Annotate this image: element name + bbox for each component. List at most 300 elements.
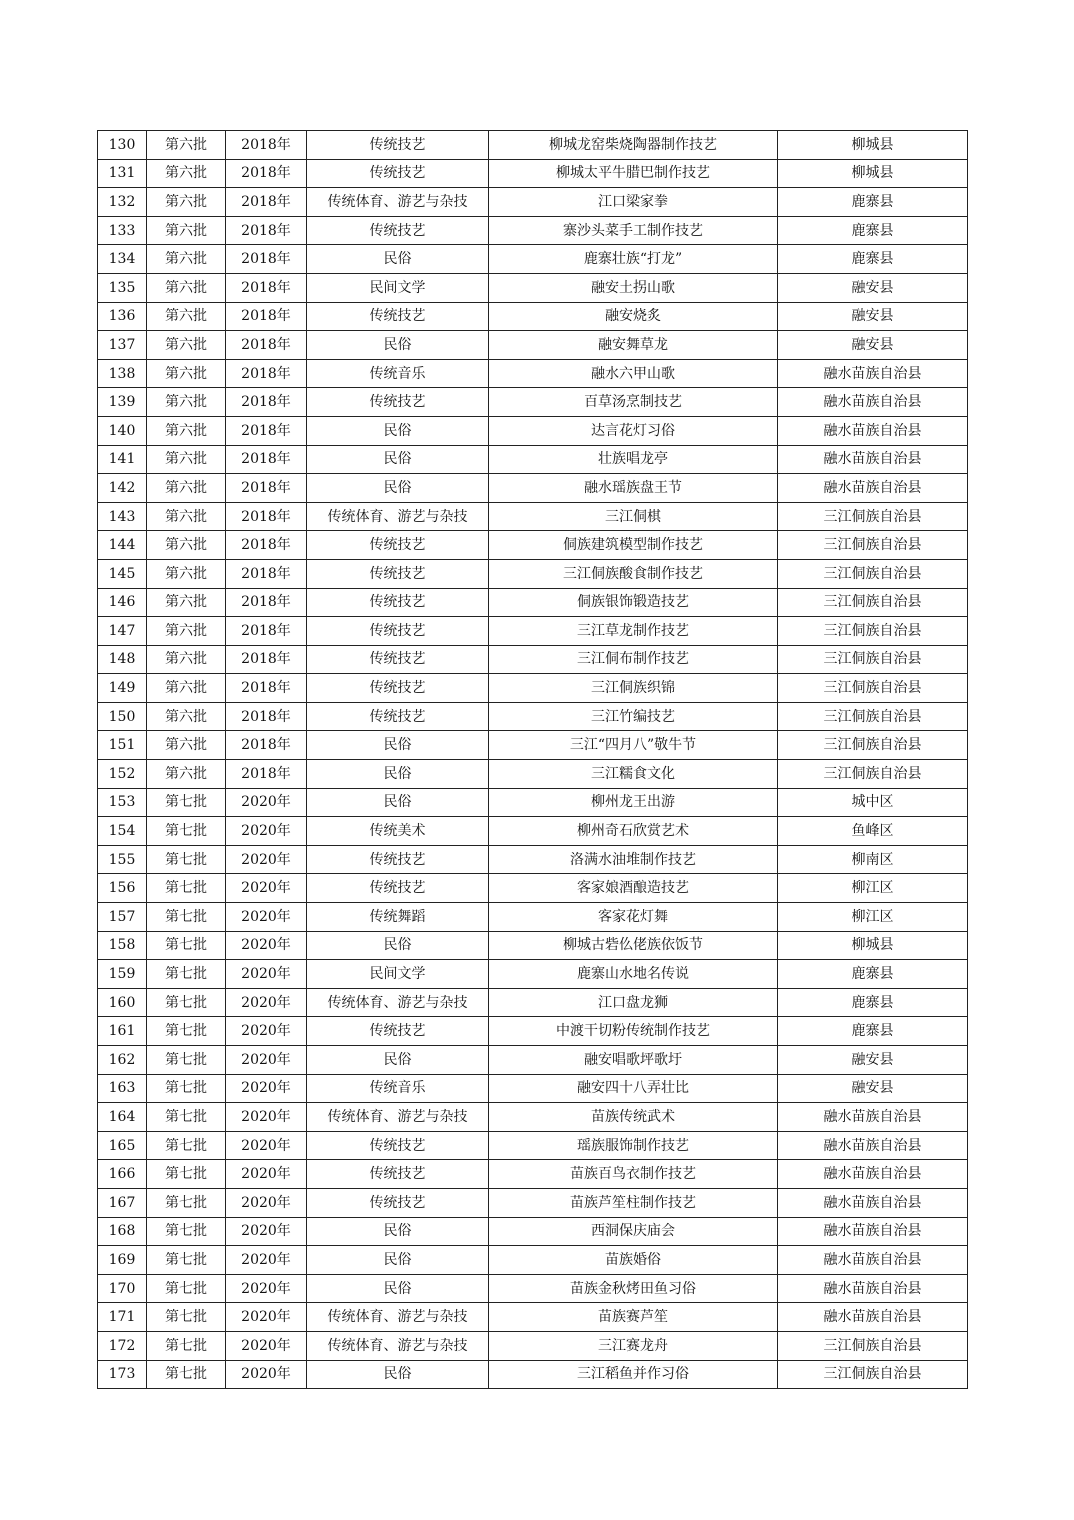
cell-row-number: 153 [98,788,147,817]
cell-category: 传统技艺 [307,702,489,731]
cell-region: 融安县 [778,302,968,331]
cell-project-name: 柳城太平牛腊巴制作技艺 [489,159,778,188]
cell-project-name: 瑶族服饰制作技艺 [489,1131,778,1160]
cell-project-name: 融水六甲山歌 [489,359,778,388]
cell-region: 鹿寨县 [778,188,968,217]
cell-project-name: 融安唱歌坪歌圩 [489,1046,778,1075]
cell-region: 融水苗族自治县 [778,1131,968,1160]
cell-row-number: 141 [98,445,147,474]
cell-year: 2020年 [226,845,307,874]
cell-batch: 第七批 [147,988,226,1017]
cell-region: 鹿寨县 [778,960,968,989]
cell-project-name: 苗族百鸟衣制作技艺 [489,1160,778,1189]
cell-region: 融水苗族自治县 [778,445,968,474]
cell-row-number: 134 [98,245,147,274]
cell-category: 民俗 [307,788,489,817]
cell-year: 2018年 [226,188,307,217]
table-row [98,445,968,474]
cell-category: 民俗 [307,416,489,445]
cell-region: 鱼峰区 [778,817,968,846]
cell-region: 三江侗族自治县 [778,702,968,731]
cell-project-name: 壮族唱龙亭 [489,445,778,474]
cell-batch: 第七批 [147,788,226,817]
cell-region: 融水苗族自治县 [778,1217,968,1246]
cell-category: 民俗 [307,445,489,474]
cell-project-name: 鹿寨壮族“打龙” [489,245,778,274]
cell-region: 融水苗族自治县 [778,416,968,445]
table-body [98,131,968,1389]
cell-project-name: 柳城古砦仫佬族依饭节 [489,931,778,960]
cell-region: 鹿寨县 [778,1017,968,1046]
cell-category: 民俗 [307,931,489,960]
cell-year: 2020年 [226,1331,307,1360]
cell-year: 2018年 [226,388,307,417]
cell-project-name: 三江侗族织锦 [489,674,778,703]
cell-category: 传统美术 [307,817,489,846]
cell-row-number: 170 [98,1274,147,1303]
table-row [98,273,968,302]
table-row [98,1331,968,1360]
cell-year: 2020年 [226,788,307,817]
cell-category: 传统技艺 [307,531,489,560]
cell-batch: 第六批 [147,359,226,388]
cell-category: 传统技艺 [307,131,489,160]
cell-row-number: 156 [98,874,147,903]
cell-batch: 第六批 [147,445,226,474]
cell-year: 2020年 [226,931,307,960]
cell-year: 2018年 [226,674,307,703]
cell-region: 三江侗族自治县 [778,617,968,646]
cell-row-number: 173 [98,1360,147,1389]
cell-batch: 第六批 [147,131,226,160]
table-row [98,874,968,903]
cell-category: 民间文学 [307,273,489,302]
cell-batch: 第七批 [147,1017,226,1046]
cell-year: 2018年 [226,588,307,617]
heritage-list-table [97,130,968,1389]
cell-region: 融水苗族自治县 [778,359,968,388]
cell-year: 2018年 [226,216,307,245]
cell-project-name: 江口盘龙狮 [489,988,778,1017]
cell-category: 传统技艺 [307,645,489,674]
cell-project-name: 西洞保庆庙会 [489,1217,778,1246]
cell-project-name: 苗族婚俗 [489,1246,778,1275]
cell-region: 柳江区 [778,874,968,903]
cell-batch: 第七批 [147,960,226,989]
table-row [98,1217,968,1246]
cell-project-name: 苗族芦笙柱制作技艺 [489,1188,778,1217]
cell-project-name: 融安烧炙 [489,302,778,331]
cell-batch: 第六批 [147,588,226,617]
cell-batch: 第六批 [147,531,226,560]
cell-region: 融安县 [778,1046,968,1075]
cell-category: 传统音乐 [307,1074,489,1103]
cell-batch: 第六批 [147,302,226,331]
table-row [98,674,968,703]
cell-region: 融水苗族自治县 [778,1188,968,1217]
cell-batch: 第七批 [147,903,226,932]
cell-row-number: 142 [98,474,147,503]
cell-row-number: 138 [98,359,147,388]
cell-project-name: 百草汤烹制技艺 [489,388,778,417]
cell-batch: 第六批 [147,273,226,302]
cell-batch: 第六批 [147,245,226,274]
cell-region: 城中区 [778,788,968,817]
cell-batch: 第六批 [147,188,226,217]
cell-batch: 第七批 [147,817,226,846]
table-row [98,1274,968,1303]
cell-batch: 第六批 [147,731,226,760]
cell-project-name: 侗族建筑模型制作技艺 [489,531,778,560]
cell-row-number: 131 [98,159,147,188]
cell-project-name: 鹿寨山水地名传说 [489,960,778,989]
cell-project-name: 三江侗棋 [489,502,778,531]
cell-year: 2020年 [226,874,307,903]
cell-year: 2018年 [226,331,307,360]
cell-category: 传统技艺 [307,1160,489,1189]
cell-project-name: 三江稻鱼并作习俗 [489,1360,778,1389]
cell-category: 民俗 [307,1274,489,1303]
cell-project-name: 客家娘酒酿造技艺 [489,874,778,903]
cell-year: 2018年 [226,159,307,188]
cell-project-name: 融安四十八弄壮比 [489,1074,778,1103]
cell-region: 融安县 [778,1074,968,1103]
cell-region: 融水苗族自治县 [778,1160,968,1189]
cell-batch: 第六批 [147,674,226,703]
table-row [98,988,968,1017]
cell-category: 民俗 [307,1217,489,1246]
cell-category: 传统体育、游艺与杂技 [307,1331,489,1360]
cell-year: 2020年 [226,988,307,1017]
cell-row-number: 146 [98,588,147,617]
cell-batch: 第七批 [147,874,226,903]
cell-row-number: 133 [98,216,147,245]
cell-region: 融水苗族自治县 [778,474,968,503]
cell-category: 民俗 [307,245,489,274]
cell-batch: 第六批 [147,645,226,674]
cell-region: 三江侗族自治县 [778,731,968,760]
cell-year: 2018年 [226,445,307,474]
cell-batch: 第六批 [147,702,226,731]
cell-region: 融水苗族自治县 [778,1274,968,1303]
cell-project-name: 柳州龙王出游 [489,788,778,817]
cell-year: 2020年 [226,903,307,932]
cell-year: 2020年 [226,1274,307,1303]
cell-year: 2020年 [226,1188,307,1217]
cell-batch: 第七批 [147,1160,226,1189]
table-row [98,188,968,217]
cell-batch: 第六批 [147,617,226,646]
cell-batch: 第六批 [147,388,226,417]
cell-row-number: 159 [98,960,147,989]
cell-category: 传统技艺 [307,559,489,588]
table-row [98,731,968,760]
cell-row-number: 135 [98,273,147,302]
cell-category: 传统舞蹈 [307,903,489,932]
cell-category: 传统体育、游艺与杂技 [307,988,489,1017]
cell-region: 三江侗族自治县 [778,674,968,703]
cell-row-number: 158 [98,931,147,960]
cell-row-number: 139 [98,388,147,417]
cell-project-name: 江口梁家拳 [489,188,778,217]
table-row [98,1017,968,1046]
cell-project-name: 寨沙头菜手工制作技艺 [489,216,778,245]
cell-region: 融水苗族自治县 [778,388,968,417]
table-row [98,645,968,674]
cell-category: 传统体育、游艺与杂技 [307,1103,489,1132]
table-row [98,474,968,503]
cell-row-number: 143 [98,502,147,531]
cell-batch: 第七批 [147,1217,226,1246]
cell-row-number: 157 [98,903,147,932]
cell-row-number: 172 [98,1331,147,1360]
cell-row-number: 150 [98,702,147,731]
cell-row-number: 149 [98,674,147,703]
cell-region: 柳城县 [778,931,968,960]
cell-category: 传统技艺 [307,617,489,646]
table-row [98,788,968,817]
table-row [98,817,968,846]
cell-project-name: 三江侗布制作技艺 [489,645,778,674]
cell-region: 三江侗族自治县 [778,1360,968,1389]
cell-region: 融安县 [778,273,968,302]
cell-year: 2018年 [226,302,307,331]
cell-row-number: 151 [98,731,147,760]
cell-year: 2020年 [226,1046,307,1075]
cell-category: 传统体育、游艺与杂技 [307,188,489,217]
cell-row-number: 155 [98,845,147,874]
cell-batch: 第七批 [147,1103,226,1132]
cell-batch: 第六批 [147,416,226,445]
cell-row-number: 140 [98,416,147,445]
cell-year: 2020年 [226,1360,307,1389]
cell-category: 民俗 [307,331,489,360]
cell-row-number: 163 [98,1074,147,1103]
cell-category: 民间文学 [307,960,489,989]
cell-project-name: 侗族银饰锻造技艺 [489,588,778,617]
cell-region: 三江侗族自治县 [778,760,968,789]
cell-category: 民俗 [307,1246,489,1275]
cell-year: 2018年 [226,273,307,302]
cell-region: 鹿寨县 [778,216,968,245]
cell-row-number: 165 [98,1131,147,1160]
table-row [98,1188,968,1217]
cell-category: 传统体育、游艺与杂技 [307,1303,489,1332]
cell-project-name: 三江赛龙舟 [489,1331,778,1360]
cell-year: 2018年 [226,731,307,760]
cell-project-name: 柳州奇石欣赏艺术 [489,817,778,846]
cell-batch: 第七批 [147,845,226,874]
table-row [98,388,968,417]
cell-batch: 第七批 [147,1074,226,1103]
cell-category: 传统技艺 [307,1131,489,1160]
cell-year: 2020年 [226,1303,307,1332]
cell-project-name: 苗族赛芦笙 [489,1303,778,1332]
cell-project-name: 三江竹编技艺 [489,702,778,731]
cell-category: 传统技艺 [307,874,489,903]
cell-year: 2018年 [226,416,307,445]
cell-row-number: 147 [98,617,147,646]
table-row [98,216,968,245]
table-row [98,1103,968,1132]
table-row [98,531,968,560]
cell-project-name: 苗族金秋烤田鱼习俗 [489,1274,778,1303]
cell-row-number: 137 [98,331,147,360]
cell-project-name: 融安土拐山歌 [489,273,778,302]
cell-category: 传统技艺 [307,674,489,703]
cell-project-name: 柳城龙窑柴烧陶器制作技艺 [489,131,778,160]
cell-batch: 第七批 [147,931,226,960]
cell-region: 柳城县 [778,159,968,188]
cell-project-name: 融安舞草龙 [489,331,778,360]
cell-region: 三江侗族自治县 [778,531,968,560]
cell-year: 2018年 [226,359,307,388]
table-row [98,416,968,445]
cell-project-name: 融水瑶族盘王节 [489,474,778,503]
cell-region: 融水苗族自治县 [778,1246,968,1275]
cell-year: 2020年 [226,1074,307,1103]
cell-category: 民俗 [307,1046,489,1075]
cell-category: 民俗 [307,474,489,503]
cell-row-number: 167 [98,1188,147,1217]
cell-row-number: 161 [98,1017,147,1046]
cell-batch: 第六批 [147,331,226,360]
cell-category: 民俗 [307,760,489,789]
cell-year: 2020年 [226,1103,307,1132]
cell-region: 柳南区 [778,845,968,874]
table-row [98,1074,968,1103]
cell-row-number: 168 [98,1217,147,1246]
table-row [98,1360,968,1389]
cell-project-name: 中渡干切粉传统制作技艺 [489,1017,778,1046]
cell-batch: 第七批 [147,1131,226,1160]
cell-row-number: 166 [98,1160,147,1189]
cell-category: 传统技艺 [307,588,489,617]
cell-row-number: 169 [98,1246,147,1275]
table-row [98,617,968,646]
cell-year: 2020年 [226,1017,307,1046]
cell-category: 传统音乐 [307,359,489,388]
cell-category: 民俗 [307,1360,489,1389]
cell-row-number: 148 [98,645,147,674]
cell-row-number: 152 [98,760,147,789]
cell-category: 传统技艺 [307,1017,489,1046]
cell-region: 三江侗族自治县 [778,502,968,531]
cell-category: 传统体育、游艺与杂技 [307,502,489,531]
table-row [98,931,968,960]
cell-row-number: 130 [98,131,147,160]
cell-batch: 第七批 [147,1246,226,1275]
cell-region: 三江侗族自治县 [778,1331,968,1360]
cell-row-number: 164 [98,1103,147,1132]
cell-project-name: 苗族传统武术 [489,1103,778,1132]
table-row [98,245,968,274]
cell-batch: 第六批 [147,474,226,503]
table-row [98,960,968,989]
cell-category: 传统技艺 [307,159,489,188]
cell-year: 2018年 [226,131,307,160]
cell-project-name: 客家花灯舞 [489,903,778,932]
cell-row-number: 145 [98,559,147,588]
cell-project-name: 达言花灯习俗 [489,416,778,445]
cell-row-number: 136 [98,302,147,331]
table-row [98,1303,968,1332]
cell-year: 2020年 [226,1160,307,1189]
cell-project-name: 三江“四月八”敬牛节 [489,731,778,760]
cell-year: 2020年 [226,1131,307,1160]
cell-region: 融安县 [778,331,968,360]
cell-batch: 第六批 [147,760,226,789]
cell-row-number: 162 [98,1046,147,1075]
cell-batch: 第六批 [147,559,226,588]
cell-category: 传统技艺 [307,845,489,874]
cell-category: 民俗 [307,731,489,760]
table-row [98,588,968,617]
cell-year: 2020年 [226,1246,307,1275]
table-row [98,159,968,188]
cell-region: 鹿寨县 [778,245,968,274]
cell-year: 2018年 [226,502,307,531]
cell-year: 2018年 [226,559,307,588]
table-row [98,302,968,331]
table-row [98,559,968,588]
table-row [98,1046,968,1075]
cell-region: 三江侗族自治县 [778,588,968,617]
table-row [98,359,968,388]
table-row [98,1160,968,1189]
cell-region: 融水苗族自治县 [778,1103,968,1132]
cell-batch: 第六批 [147,216,226,245]
table-row [98,331,968,360]
cell-batch: 第七批 [147,1046,226,1075]
cell-project-name: 洛满水油堆制作技艺 [489,845,778,874]
cell-row-number: 132 [98,188,147,217]
table-row [98,760,968,789]
cell-region: 柳城县 [778,131,968,160]
cell-region: 三江侗族自治县 [778,645,968,674]
cell-year: 2020年 [226,817,307,846]
cell-batch: 第七批 [147,1303,226,1332]
cell-batch: 第六批 [147,502,226,531]
cell-batch: 第七批 [147,1360,226,1389]
cell-row-number: 171 [98,1303,147,1332]
cell-year: 2020年 [226,960,307,989]
cell-category: 传统技艺 [307,1188,489,1217]
cell-year: 2018年 [226,474,307,503]
cell-year: 2018年 [226,702,307,731]
table-row [98,502,968,531]
table-row [98,702,968,731]
cell-row-number: 144 [98,531,147,560]
cell-category: 传统技艺 [307,302,489,331]
cell-year: 2018年 [226,760,307,789]
cell-year: 2020年 [226,1217,307,1246]
cell-region: 三江侗族自治县 [778,559,968,588]
cell-region: 鹿寨县 [778,988,968,1017]
cell-year: 2018年 [226,645,307,674]
cell-project-name: 三江侗族酸食制作技艺 [489,559,778,588]
cell-region: 柳江区 [778,903,968,932]
table-row [98,903,968,932]
cell-region: 融水苗族自治县 [778,1303,968,1332]
cell-batch: 第七批 [147,1188,226,1217]
cell-year: 2018年 [226,531,307,560]
table-row [98,1246,968,1275]
cell-batch: 第六批 [147,159,226,188]
cell-project-name: 三江草龙制作技艺 [489,617,778,646]
table-row [98,845,968,874]
cell-project-name: 三江糯食文化 [489,760,778,789]
